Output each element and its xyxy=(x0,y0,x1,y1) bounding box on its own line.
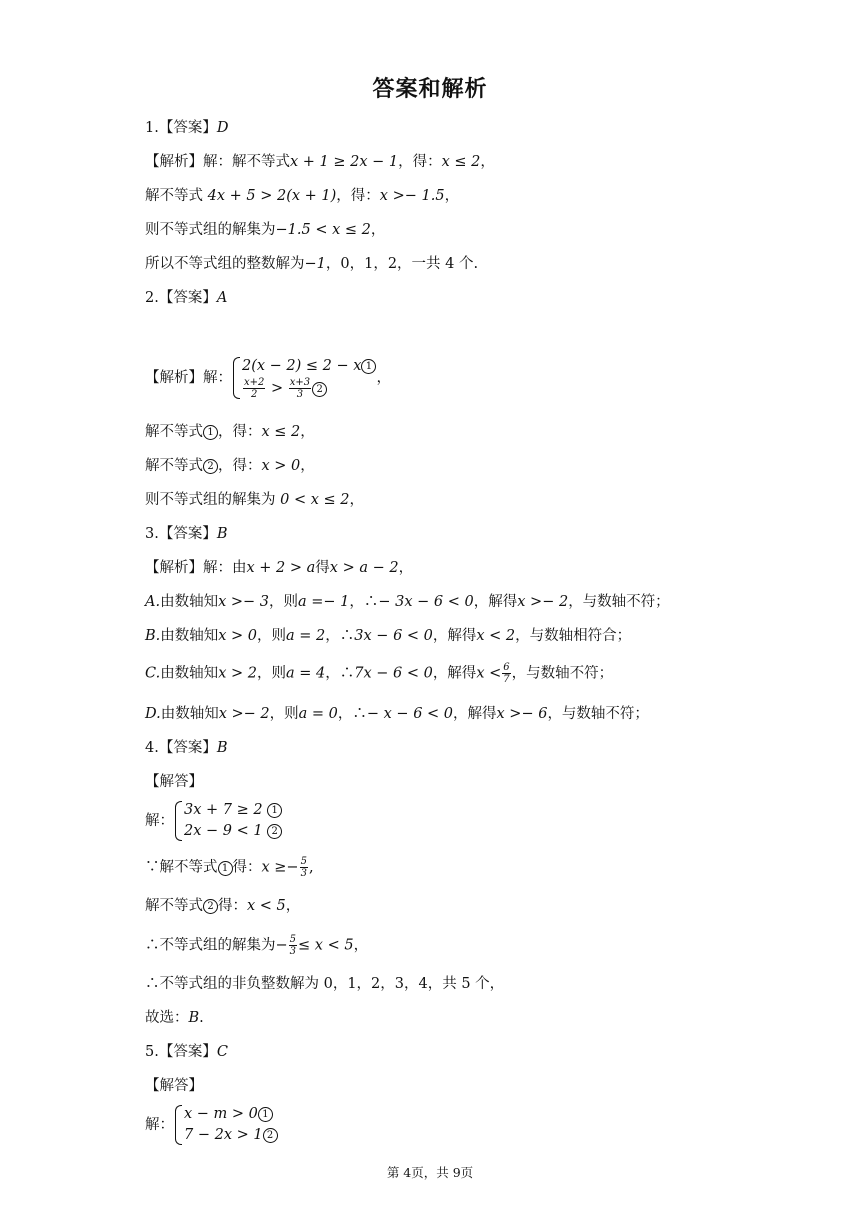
text: . xyxy=(199,1010,204,1026)
text: , xyxy=(308,859,314,876)
q3-answer-value: B xyxy=(216,526,228,542)
math: x > 0 xyxy=(218,628,258,644)
option-letter: A. xyxy=(145,594,161,610)
math: x ≤ 2 xyxy=(441,154,481,170)
math: x ≤ 2 xyxy=(261,424,301,440)
option-letter: B. xyxy=(145,628,161,644)
circled-number-2: 2 xyxy=(312,382,327,397)
math: B xyxy=(188,1010,200,1026)
q4-analysis-line-1 xyxy=(145,856,314,879)
math: x < 2 xyxy=(476,628,516,644)
math: > xyxy=(266,380,288,397)
denominator: 2 xyxy=(251,389,258,400)
text: ， xyxy=(349,492,364,508)
option-letter: C. xyxy=(145,665,161,682)
math: 3x + 7 ≥ 2 xyxy=(184,802,263,818)
inequality-system xyxy=(232,356,376,400)
q5-answer-label: 5.【答案】 xyxy=(145,1044,217,1060)
q3-option-d xyxy=(145,704,649,724)
text: ，∴ xyxy=(337,706,367,722)
text: ，则 xyxy=(269,706,299,722)
denominator: 7 xyxy=(503,674,510,685)
text: ， xyxy=(444,188,460,204)
text: 【解析】解：由 xyxy=(145,560,247,576)
circled-number-1: 1 xyxy=(218,861,233,876)
text: 解不等式 xyxy=(145,188,208,204)
math: x >− 2 xyxy=(517,594,569,610)
math: x + 2 > a xyxy=(246,560,316,576)
math: − xyxy=(275,937,288,954)
math: 2(x − 2) ≤ 2 − x xyxy=(242,358,362,374)
text: 则不等式组的解集为 xyxy=(145,222,276,238)
text: ，解得 xyxy=(473,594,518,610)
text: ， xyxy=(300,424,315,440)
q1-answer-label: 1.【答案】 xyxy=(145,120,217,136)
text: ，∴ xyxy=(349,594,379,610)
q5-system-line xyxy=(145,1104,278,1146)
q4-analysis-line-2 xyxy=(145,896,300,916)
text: ∵解不等式 xyxy=(145,859,218,876)
text: 由数轴知 xyxy=(160,594,219,610)
denominator: 3 xyxy=(296,389,304,400)
fraction xyxy=(502,662,510,685)
q2-analysis-line-3 xyxy=(145,490,364,510)
denominator: 3 xyxy=(289,946,297,957)
text: ，与数轴相符合； xyxy=(515,628,632,644)
q4-system-line xyxy=(145,800,282,842)
text: ，得： xyxy=(398,154,442,170)
text: ， xyxy=(353,937,369,954)
text: 解： xyxy=(145,813,174,829)
q3-answer-line xyxy=(145,524,228,544)
text: 则不等式组的解集为 xyxy=(145,492,281,508)
q1-analysis-line-1 xyxy=(145,152,495,172)
math: 2x − 9 < 1 xyxy=(184,823,263,839)
text: 解： xyxy=(145,1117,174,1133)
fraction xyxy=(289,934,297,957)
math: x > 0 xyxy=(261,458,301,474)
circled-number-1: 1 xyxy=(203,425,218,440)
text: ，∴ xyxy=(325,628,355,644)
math: a =− 1 xyxy=(298,594,350,610)
option-letter: D. xyxy=(145,706,161,722)
q3-option-b xyxy=(145,626,631,646)
text: 解不等式 xyxy=(145,424,203,440)
math: x + 1 ≥ 2x − 1 xyxy=(290,154,399,170)
circled-number-2: 2 xyxy=(203,899,218,914)
q4-choice-line xyxy=(145,1008,204,1028)
q5-solution-label: 【解答】 xyxy=(145,1078,203,1094)
q2-analysis-line-2 xyxy=(145,456,315,476)
q2-answer-line xyxy=(145,288,227,308)
math: 7x − 6 < 0 xyxy=(354,665,433,682)
fraction xyxy=(243,377,265,400)
text: 故选： xyxy=(145,1010,189,1026)
system-row-1 xyxy=(184,1104,278,1125)
text: 得： xyxy=(232,859,262,876)
text: ， xyxy=(398,560,414,576)
q4-analysis-line-4: ∴不等式组的非负整数解为 0，1，2，3，4，共 5 个， xyxy=(145,976,505,992)
text: 得： xyxy=(218,898,247,914)
math: − x − 6 < 0 xyxy=(366,706,454,722)
q1-analysis-line-2 xyxy=(145,186,459,206)
math: x ≥− xyxy=(261,859,299,876)
text: 得 xyxy=(315,560,330,576)
numerator: 6 xyxy=(503,662,510,673)
numerator: x+2 xyxy=(244,377,265,388)
text: ，得： xyxy=(218,458,262,474)
page-footer: 第 4页，共 9页 xyxy=(386,1165,474,1180)
text: 所以不等式组的整数解为 xyxy=(145,256,305,272)
math: −1 xyxy=(304,256,326,272)
text: 【解析】解： xyxy=(145,370,232,386)
inequality-system xyxy=(174,1104,278,1146)
math: 4x + 5 > 2(x + 1) xyxy=(207,188,337,204)
q2-answer-label: 2.【答案】 xyxy=(145,290,217,306)
text: ， xyxy=(370,222,386,238)
circled-number-2: 2 xyxy=(203,459,218,474)
text: ∴不等式组的解集为 xyxy=(145,937,276,954)
page-title: 答案和解析 xyxy=(372,77,488,102)
text: ，解得 xyxy=(432,628,477,644)
text: ，则 xyxy=(269,594,299,610)
circled-number-1: 1 xyxy=(361,359,376,374)
text: ，解得 xyxy=(453,706,497,722)
text: ，得： xyxy=(218,424,262,440)
q3-option-a xyxy=(145,592,670,612)
text: ，则 xyxy=(257,628,287,644)
q3-option-c xyxy=(145,662,613,685)
circled-number-2: 2 xyxy=(263,1128,278,1143)
text: ， xyxy=(285,898,301,914)
math: ≤ x < 5 xyxy=(298,937,354,954)
math: x >− 1.5 xyxy=(379,188,445,204)
q3-answer-label: 3.【答案】 xyxy=(145,526,217,542)
math: x >− 6 xyxy=(496,706,548,722)
math: x > a − 2 xyxy=(329,560,399,576)
text: 由数轴知 xyxy=(160,665,219,682)
text: 解不等式 xyxy=(145,458,203,474)
fraction xyxy=(289,377,311,400)
math: 7 − 2x > 1 xyxy=(184,1127,263,1143)
q2-analysis-line-1 xyxy=(145,422,315,442)
math: 3x − 6 < 0 xyxy=(354,628,433,644)
math: a = 4 xyxy=(285,665,326,682)
denominator: 3 xyxy=(300,868,307,879)
text: ， xyxy=(300,458,315,474)
q1-answer-value: D xyxy=(216,120,229,136)
math: − 3x − 6 < 0 xyxy=(378,594,474,610)
text: ，得： xyxy=(336,188,380,204)
text: ，∴ xyxy=(325,665,355,682)
text: 【解析】解：解不等式 xyxy=(145,154,290,170)
inequality-system xyxy=(174,800,282,842)
text: 由数轴知 xyxy=(160,628,219,644)
math: a = 2 xyxy=(286,628,326,644)
math: x >− 3 xyxy=(218,594,270,610)
circled-number-1: 1 xyxy=(258,1107,273,1122)
system-row-2 xyxy=(242,377,376,400)
math: 0 < x ≤ 2 xyxy=(280,492,350,508)
numerator: 5 xyxy=(289,934,297,945)
math: x >− 2 xyxy=(218,706,270,722)
system-row-1 xyxy=(184,800,282,821)
q5-answer-value: C xyxy=(216,1044,228,1060)
text: ，与数轴不符； xyxy=(511,665,614,682)
numerator: x+3 xyxy=(289,377,311,388)
system-row-2 xyxy=(184,1125,278,1146)
math: a = 0 xyxy=(298,706,338,722)
text: ，与数轴不符； xyxy=(547,706,649,722)
text: 由数轴知 xyxy=(160,706,219,722)
system-row-1 xyxy=(242,356,376,377)
text: ，与数轴不符； xyxy=(568,594,670,610)
text: ，则 xyxy=(256,665,286,682)
numerator: 5 xyxy=(300,856,307,867)
q1-analysis-line-3 xyxy=(145,220,385,240)
q4-solution-label: 【解答】 xyxy=(145,774,203,790)
q1-answer-line xyxy=(145,118,228,138)
text: ， xyxy=(376,370,391,386)
math: x < 5 xyxy=(247,898,286,914)
circled-number-2: 2 xyxy=(267,824,282,839)
q2-system-line xyxy=(145,356,391,400)
q4-answer-line xyxy=(145,738,228,758)
q1-analysis-line-4 xyxy=(145,254,478,274)
q3-analysis-line-1 xyxy=(145,558,413,578)
q4-answer-label: 4.【答案】 xyxy=(145,740,217,756)
fraction xyxy=(300,856,308,879)
q5-answer-line xyxy=(145,1042,228,1062)
math: x > 2 xyxy=(218,665,257,682)
text: ，0，1，2，一共 4 个. xyxy=(325,256,479,272)
q2-answer-value: A xyxy=(216,290,228,306)
q4-analysis-line-3 xyxy=(145,934,368,957)
text: ，解得 xyxy=(432,665,477,682)
q4-answer-value: B xyxy=(216,740,228,756)
system-row-2 xyxy=(184,821,282,842)
math: x < xyxy=(476,665,502,682)
text: 解不等式 xyxy=(145,898,203,914)
text: ， xyxy=(480,154,495,170)
circled-number-1: 1 xyxy=(267,803,282,818)
math: −1.5 < x ≤ 2 xyxy=(275,222,371,238)
math: x − m > 0 xyxy=(184,1106,258,1122)
